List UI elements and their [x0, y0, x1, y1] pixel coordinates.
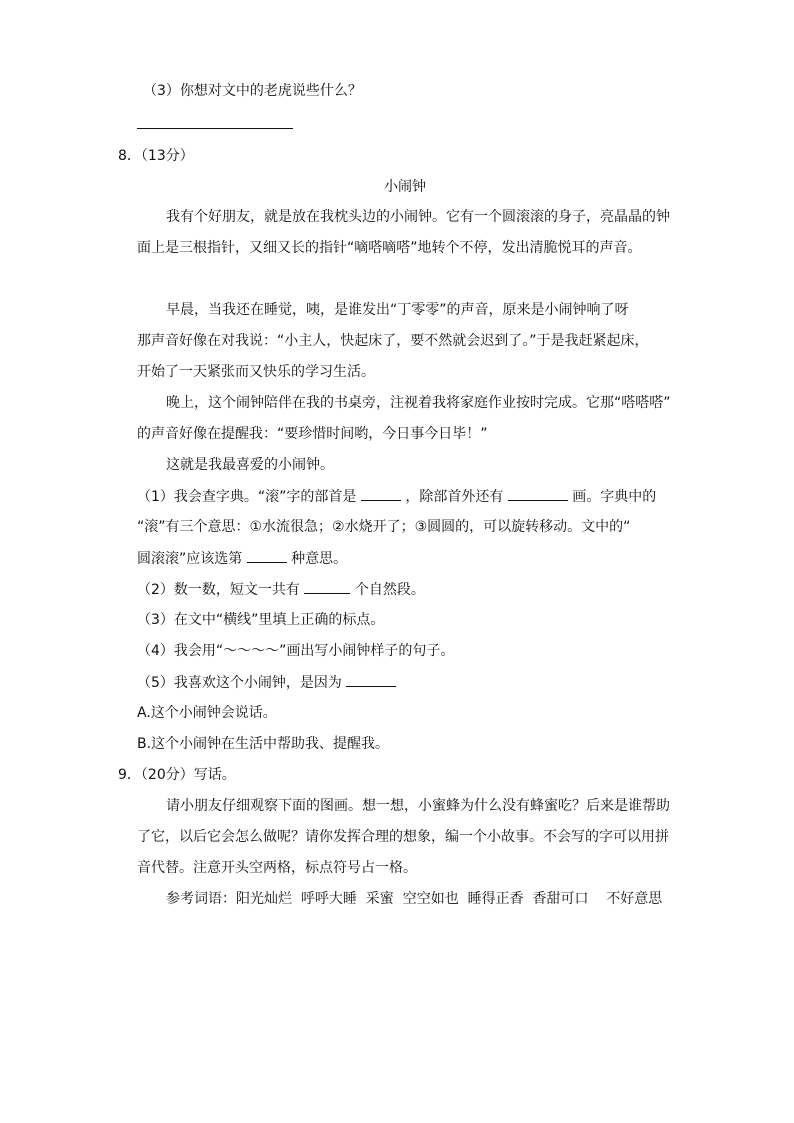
q8-sub2 [137, 579, 425, 600]
q8-sub1-line2: “滚”有三个意思：①水流很急；②水烧开了；③圆圆的，可以旋转移动。文中的“ [137, 519, 631, 535]
q8-p1-line1: 我有个好朋友，就是放在我枕头边的小闹钟。它有一个圆滚滚的身子，亮晶晶的钟 [166, 209, 670, 225]
q8-p3-line1: 晚上，这个闹钟陪伴在我的书桌旁，注视着我将家庭作业按时完成。它那“嗒嗒嗒” [166, 395, 671, 411]
q8-header: 8．（13分） [118, 148, 194, 164]
q8-p2-line1: 早晨，当我还在睡觉，咦，是谁发出“丁零零”的声音，原来是小闹钟响了呀 [166, 302, 629, 318]
q7-sub3: （3）你想对文中的老虎说些什么？ [143, 83, 362, 99]
q8-p4: 这就是我最喜爱的小闹钟。 [166, 457, 334, 473]
q8-option-a: A.这个小闹钟会说话。 [137, 705, 277, 721]
q9-line3: 音代替。注意开头空两格，标点符号占一格。 [137, 860, 417, 876]
q9-reference-words: 参考词语：阳光灿烂 呼呼大睡 采蜜 空空如也 睡得正香 香甜可口 不好意思 [166, 891, 663, 907]
q8-sub1-blank-strokes[interactable] [508, 486, 568, 501]
q9-line2: 了它，以后它会怎么做呢？请你发挥合理的想象，编一个小故事。不会写的字可以用拼 [137, 829, 669, 845]
q8-sub1-text-a: （1）我会查字典。“滚”字的部首是 [137, 489, 357, 505]
q8-sub2-text-b: 个自然段。 [354, 582, 425, 598]
q8-sub1-text-b: ，除部首外还有 [405, 489, 504, 505]
q8-passage-title: 小闹钟 [384, 179, 426, 195]
q9-header: 9．（20分）写话。 [118, 767, 236, 783]
q8-sub5-blank[interactable] [346, 672, 396, 687]
q8-p2-line2: 那声音好像在对我说：“小主人，快起床了，要不然就会迟到了。”于是我赶紧起床， [137, 333, 649, 349]
q8-p3-line2: 的声音好像在提醒我：“要珍惜时间哟，今日事今日毕！” [137, 426, 488, 442]
q8-sub4: （4）我会用“～～～～”画出写小闹钟样子的句子。 [137, 643, 455, 659]
q9-line1: 请小朋友仔细观察下面的图画。想一想，小蜜蜂为什么没有蜂蜜吃？后来是谁帮助 [166, 798, 670, 814]
q8-p2-line3: 开始了一天紧张而又快乐的学习生活。 [137, 364, 375, 380]
q8-sub1-blank-radical[interactable] [361, 486, 401, 501]
q7-answer-line[interactable] [137, 128, 293, 129]
q8-p1-line2: 面上是三根指针，又细又长的指针“嘀嗒嘀嗒”地转个不停，发出清脆悦耳的声音。 [137, 240, 642, 256]
q8-sub1-line1 [137, 486, 656, 507]
q8-sub1-text-l3b: 种意思。 [291, 551, 348, 567]
q8-sub1-text-l3a: 圆滚滚”应该选第 [137, 551, 243, 567]
q8-sub3: （3）在文中“横线”里填上正确的标点。 [137, 612, 385, 628]
q8-sub2-blank[interactable] [304, 579, 350, 594]
q8-sub2-text-a: （2）数一数，短文一共有 [137, 582, 300, 598]
q8-option-b: B.这个小闹钟在生活中帮助我、提醒我。 [137, 736, 390, 752]
q8-sub1-line3 [137, 548, 347, 569]
q8-sub5-text: （5）我喜欢这个小闹钟，是因为 [137, 675, 342, 691]
q8-sub1-blank-meaning[interactable] [247, 548, 287, 563]
q8-sub5 [137, 672, 396, 693]
q8-sub1-text-c: 画。字典中的 [572, 489, 657, 505]
